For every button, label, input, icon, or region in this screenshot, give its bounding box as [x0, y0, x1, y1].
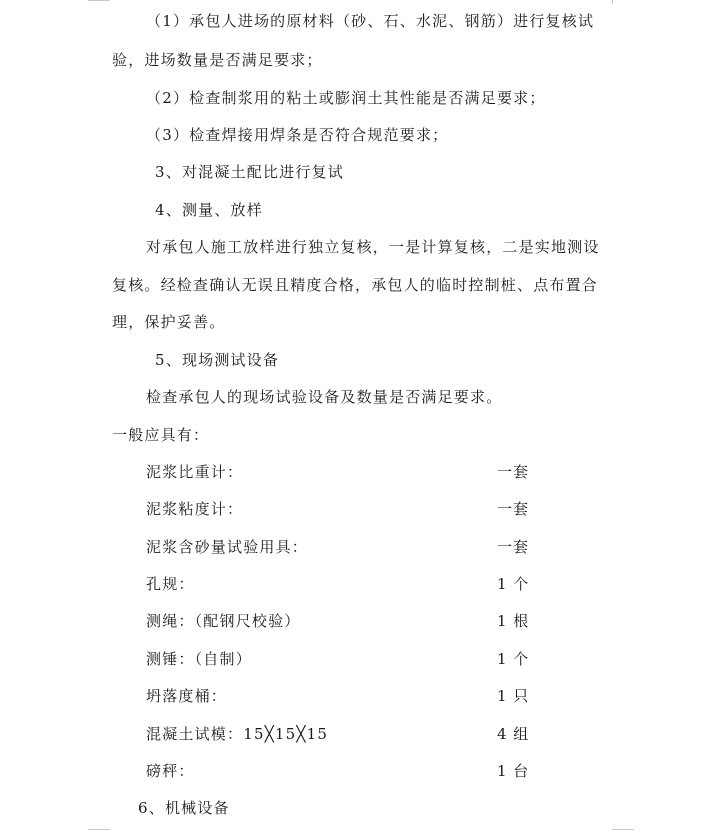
equipment-qty: 4 组	[497, 725, 530, 743]
paragraph-5-intro: 一般应具有：	[112, 426, 210, 444]
equipment-name: 泥浆含砂量试验用具：	[146, 538, 309, 556]
margin-mark-bottom-right	[612, 829, 634, 830]
equipment-name: 泥浆粘度计：	[146, 500, 244, 518]
heading-4: 4、测量、放样	[155, 201, 263, 219]
paragraph-5: 检查承包人的现场试验设备及数量是否满足要求。	[146, 388, 503, 406]
equipment-qty: 1 台	[497, 762, 530, 780]
equipment-name: 测锤：（自制）	[146, 650, 252, 668]
equipment-name: 泥浆比重计：	[146, 463, 244, 481]
equipment-qty: 1 根	[497, 612, 530, 630]
equipment-qty: 1 个	[497, 650, 530, 668]
heading-6: 6、机械设备	[138, 799, 230, 817]
paragraph-1b: 验，进场数量是否满足要求；	[112, 51, 323, 69]
paragraph-2: （2）检查制浆用的粘土或膨润土其性能是否满足要求；	[146, 89, 546, 107]
equipment-qty: 一套	[497, 463, 530, 481]
paragraph-4c: 理，保护妥善。	[112, 313, 226, 331]
margin-mark-top-right	[612, 0, 613, 4]
margin-mark-top-left	[88, 0, 110, 1]
equipment-name: 磅秤：	[146, 762, 195, 780]
equipment-name: 孔规：	[146, 575, 195, 593]
equipment-name: 坍落度桶：	[146, 687, 228, 705]
equipment-qty: 一套	[497, 538, 530, 556]
paragraph-3: （3）检查焊接用焊条是否符合规范要求；	[146, 126, 449, 144]
equipment-qty: 1 个	[497, 575, 530, 593]
equipment-qty: 一套	[497, 500, 530, 518]
paragraph-4a: 对承包人施工放样进行独立复核，一是计算复核，二是实地测设	[146, 238, 600, 256]
equipment-name: 混凝土试模：15╳15╳15	[146, 725, 329, 743]
heading-5: 5、现场测试设备	[155, 351, 280, 369]
equipment-name: 测绳：（配钢尺校验）	[146, 612, 301, 630]
equipment-qty: 1 只	[497, 687, 530, 705]
paragraph-4b: 复核。经检查确认无误且精度合格，承包人的临时控制桩、点布置合	[112, 276, 599, 294]
margin-mark-bottom-left	[88, 829, 110, 830]
paragraph-1a: （1）承包人进场的原材料（砂、石、水泥、钢筋）进行复核试	[146, 12, 595, 30]
heading-3: 3、对混凝土配比进行复试	[155, 163, 344, 181]
